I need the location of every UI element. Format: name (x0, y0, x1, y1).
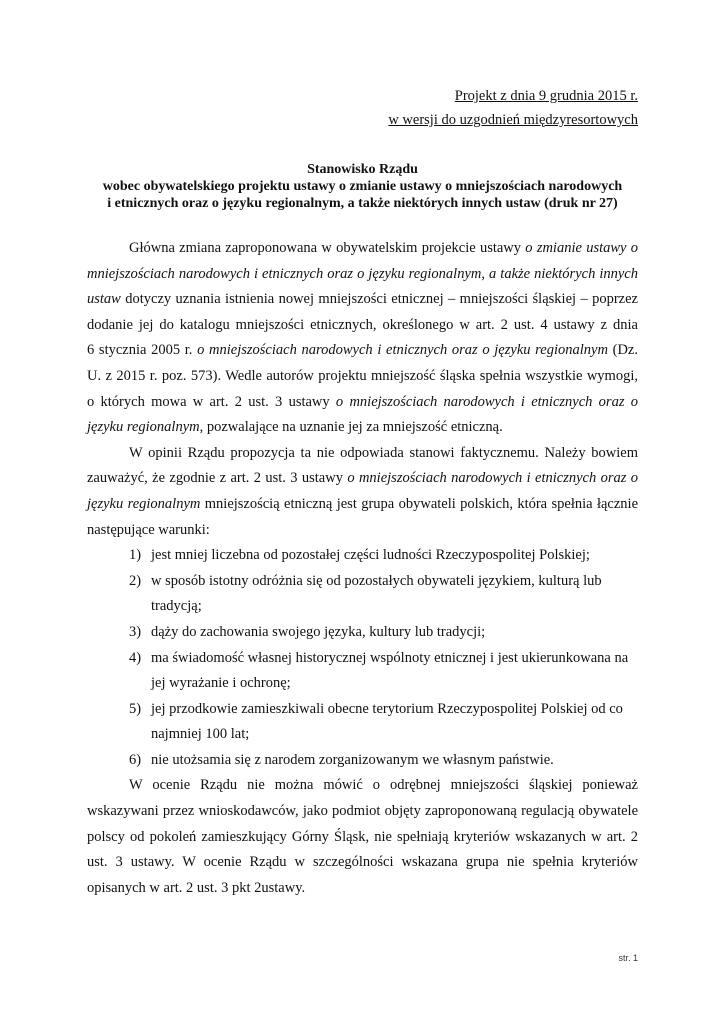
conditions-list (87, 543, 638, 773)
document-title (60, 161, 665, 212)
title-line-3: i etnicznych oraz o języku regionalnym, a także niektórych innych ustaw (druk nr 27) (107, 196, 618, 211)
paragraph-1 (87, 236, 638, 338)
list-item: 3) dąży do zachowania swojego języka, kultury lub tradycji; (129, 623, 486, 640)
paragraph-1-continued (87, 338, 638, 440)
p1-act-title-2: o mniejszościach narodowych i etnicznych oraz o języku regionalnym (197, 342, 608, 359)
paragraph-3: W ocenie Rządu nie można mówić o odrębnej mniejszości śląskiej ponieważ wskazywani przez wnioskodawców, jako podmiot objęty zaproponowaną regulacją obywatele polscy od pokoleń zamieszkujący Górny Śląsk, nie spełniają kryteriów wskazanych w art. 2 ust. 3 ustawy. W ocenie Rządu w szczególności wskazana grupa nie spełnia kryteriów opisanych w art. 2 ust. 3 pkt 2ustawy. (87, 777, 638, 896)
p2-act-title: o mniejszościach narodowych i etnicznych oraz o języku regionalnym (87, 470, 638, 512)
draft-date-line: Projekt z dnia 9 grudnia 2015 r. (454, 88, 638, 104)
title-line-1: Stanowisko Rządu (307, 162, 418, 177)
list-item: 2) w sposób istotny odróżnia się od pozostałych obywateli językiem, kulturą lub tradycją; (129, 572, 602, 615)
p1-text-f: (Dz. U. z 2015 r. poz. 573). Wedle autorów projektu mniejszość śląska spełnia wszystkie wymogi, o których mowa w art. 2 ust. 3 ustawy (87, 342, 638, 410)
list-item: 4) ma świadomość własnej historycznej wspólnoty etnicznej i jest ukierunkowana na jej wyrażanie i ochronę; (129, 649, 629, 692)
p1-date: 6 stycznia 2005 r. (87, 342, 198, 359)
p1-text-h: , pozwalające na uznanie jej za mniejszość etniczną. (199, 419, 503, 436)
page-number: str. 1 (618, 953, 638, 963)
p2-text-c: mniejszością etniczną jest grupa obywateli polskich, która spełnia łącznie następujące warunki: (87, 495, 639, 538)
p2-text-a: W opinii Rządu propozycja ta nie odpowiada stanowi faktycznemu. Należy bowiem zauważyć, że zgodnie z art. 2 ust. 3 ustawy (87, 444, 638, 487)
p1-act-title: o zmianie ustawy o mniejszościach narodowych i etnicznych oraz o języku regionalnym, a także niektórych innych ustaw (87, 240, 638, 308)
title-line-2: wobec obywatelskiego projektu ustawy o zmianie ustawy o mniejszościach narodowych (102, 179, 623, 194)
draft-version-line: w wersji do uzgodnień międzyresortowych (388, 112, 638, 128)
document-body (87, 236, 638, 901)
p1-act-title-3: o mniejszościach narodowych i etnicznych oraz o języku regionalnym (87, 393, 638, 436)
p1-text-c: dotyczy uznania istnienia nowej mniejszości etnicznej – mniejszości śląskiej – poprzez dodanie jej do katalogu mniejszości etnicznych, określonego w art. 2 ust. 4 ustawy z dnia (87, 291, 638, 333)
list-item: 1) jest mniej liczebna od pozostałej części ludności Rzeczypospolitej Polskiej; (129, 547, 590, 564)
list-item: 5) jej przodkowie zamieszkiwali obecne terytorium Rzeczypospolitej Polskiej od co najmniej 100 lat; (129, 700, 623, 743)
p1-text-a: Główna zmiana zaproponowana w obywatelskim projekcie ustawy (129, 240, 526, 256)
paragraph-2 (87, 441, 638, 543)
list-item: 6) nie utożsamia się z narodem zorganizowanym we własnym państwie. (129, 751, 554, 768)
